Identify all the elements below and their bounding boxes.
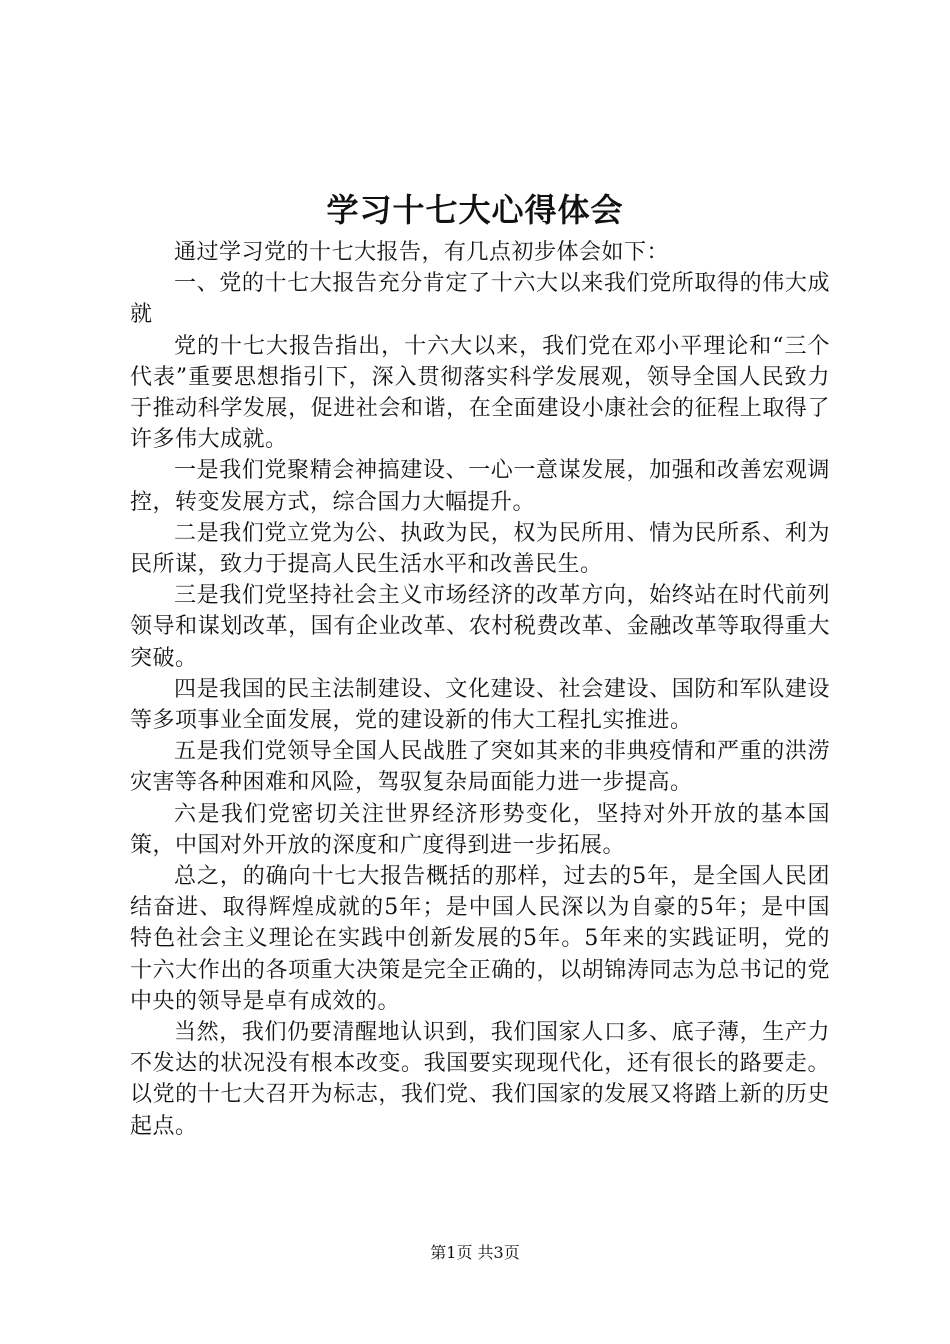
page-number-footer: 第1页 共3页 xyxy=(430,1243,520,1262)
paragraph: 三是我们党坚持社会主义市场经济的改革方向，始终站在时代前列领导和谋划改革，国有企业改革、农村税费改革、金融改革等取得重大突破。 xyxy=(130,583,830,671)
document-title: 学习十七大心得体会 xyxy=(326,191,624,229)
paragraph: 通过学习党的十七大报告，有几点初步体会如下： xyxy=(174,240,670,265)
paragraph: 五是我们党领导全国人民战胜了突如其来的非典疫情和严重的洪涝灾害等各种困难和风险，驾驭复杂局面能力进一步提高。 xyxy=(130,739,830,796)
paragraph: 四是我国的民主法制建设、文化建设、社会建设、国防和军队建设等多项事业全面发展，党的建设新的伟大工程扎实推进。 xyxy=(130,676,830,734)
paragraph: 一是我们党聚精会神搞建设、一心一意谋发展，加强和改善宏观调控，转变发展方式，综合国力大幅提升。 xyxy=(130,458,830,515)
paragraph: 六是我们党密切关注世界经济形势变化，坚持对外开放的基本国策，中国对外开放的深度和广度得到进一步拓展。 xyxy=(130,801,830,858)
section-heading: 一、党的十七大报告充分肯定了十六大以来我们党所取得的伟大成就 xyxy=(130,271,830,328)
document-body xyxy=(130,237,830,1142)
paragraph: 党的十七大报告指出，十六大以来，我们党在邓小平理论和“三个代表”重要思想指引下，深入贯彻落实科学发展观，领导全国人民致力于推动科学发展，促进社会和谐，在全面建设小康社会的征程上取得了许多伟大成就。 xyxy=(130,333,830,453)
paragraph: 总之，的确向十七大报告概括的那样，过去的5年，是全国人民团结奋进、取得辉煌成就的5年；是中国人民深以为自豪的5年；是中国特色社会主义理论在实践中创新发展的5年。5年来的实践证明，党的十六大作出的各项重大决策是完全正确的，以胡锦涛同志为总书记的党中央的领导是卓有成效的。 xyxy=(130,864,830,1014)
paragraph: 二是我们党立党为公、执政为民，权为民所用、情为民所系、利为民所谋，致力于提高人民生活水平和改善民生。 xyxy=(130,520,830,578)
paragraph: 当然，我们仍要清醒地认识到，我们国家人口多、底子薄，生产力不发达的状况没有根本改变。我国要实现现代化，还有很长的路要走。以党的十七大召开为标志，我们党、我们国家的发展又将踏上新的历史起点。 xyxy=(130,1020,830,1139)
